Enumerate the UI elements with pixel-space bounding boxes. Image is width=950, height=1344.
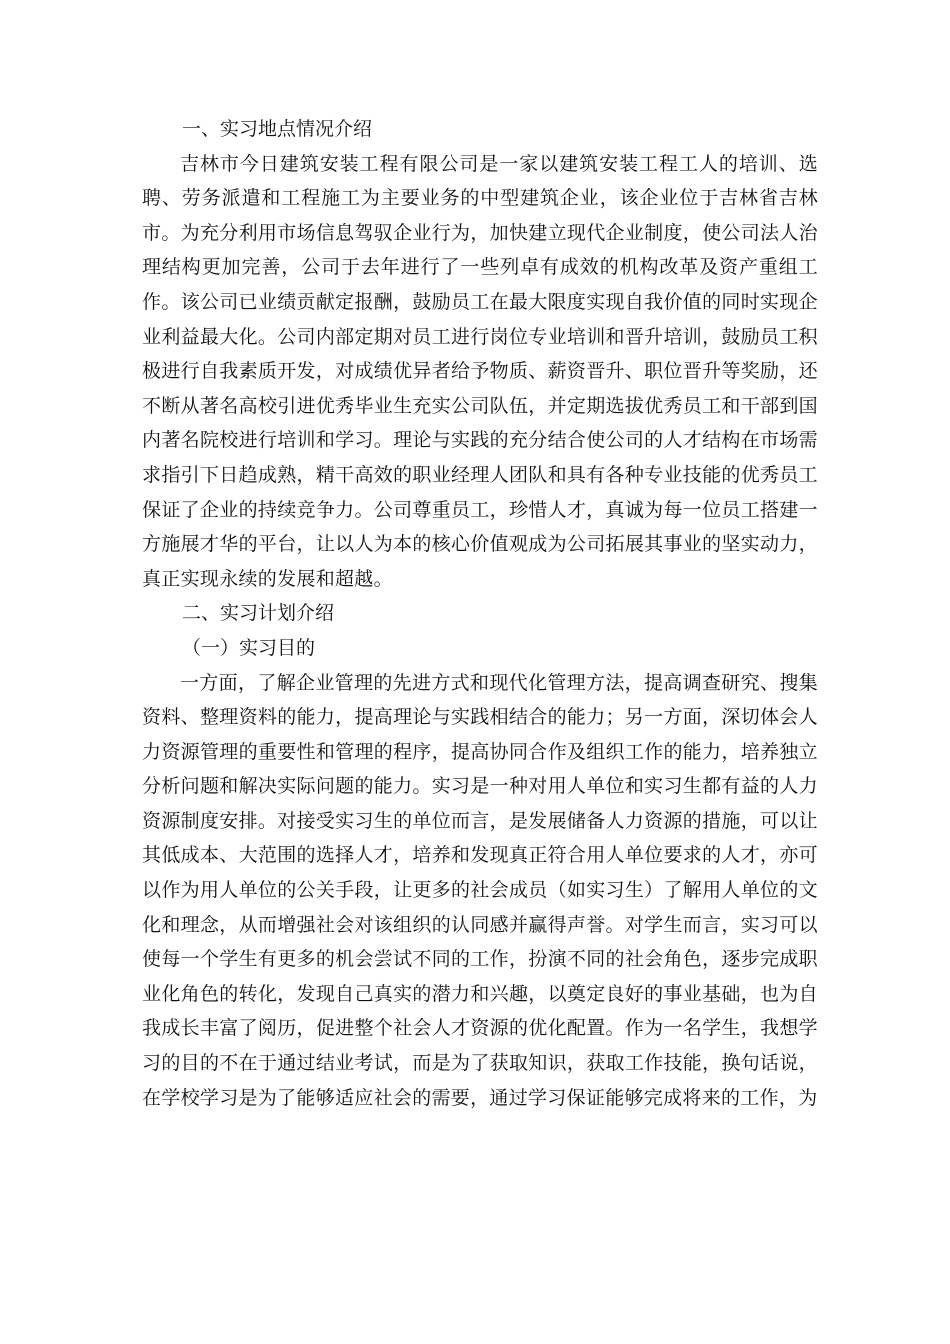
section-heading-location: 一、实习地点情况介绍 bbox=[182, 118, 373, 140]
document-body bbox=[142, 112, 818, 1115]
subheading-purpose: （一）实习目的 bbox=[182, 636, 316, 659]
paragraph-purpose: 一方面，了解企业管理的先进方式和现代化管理方法，提高调查研究、搜集资料、整理资料的能力，提高理论与实践相结合的能力；另一方面，深切体会人力资源管理的重要性和管理的程序，提高协同合作及组织工作的能力，培养独立分析问题和解决实际问题的能力。实习是一种对用人单位和实习生都有益的人力资源制度安排。对接受实习生的单位而言，是发展储备人力资源的措施，可以让其低成本、大范围的选择人才，培养和发现真正符合用人单位要求的人才，亦可以作为用人单位的公关手段，让更多的社会成员（如实习生）了解用人单位的文化和理念，从而增强社会对该组织的认同感并赢得声誉。对学生而言，实习可以使每一个学生有更多的机会尝试不同的工作，扮演不同的社会角色，逐步完成职业化角色的转化，发现自己真实的潜力和兴趣，以奠定良好的事业基础，也为自我成长丰富了阅历，促进整个社会人才资源的优化配置。作为一名学生，我想学习的目的不在于通过结业考试，而是为了获取知识，获取工作技能，换句话说，在学校学习是为了能够适应社会的需要，通过学习保证能够完成将来的工作，为 bbox=[142, 671, 818, 1109]
paragraph-company-intro: 吉林市今日建筑安装工程有限公司是一家以建筑安装工程工人的培训、选聘、劳务派遣和工程施工为主要业务的中型建筑企业，该企业位于吉林省吉林市。为充分利用市场信息驾驭企业行为，加快建立现代企业制度，使公司法人治理结构更加完善，公司于去年进行了一些列卓有成效的机构改革及资产重组工作。该公司已业绩贡献定报酬，鼓励员工在最大限度实现自我价值的同时实现企业利益最大化。公司内部定期对员工进行岗位专业培训和晋升培训，鼓励员工积极进行自我素质开发，对成绩优异者给予物质、薪资晋升、职位晋升等奖励，还不断从著名高校引进优秀毕业生充实公司队伍，并定期选拔优秀员工和干部到国内著名院校进行培训和学习。理论与实践的充分结合使公司的人才结构在市场需求指引下日趋成熟，精干高效的职业经理人团队和具有各种专业技能的优秀员工保证了企业的持续竞争力。公司尊重员工，珍惜人才，真诚为每一位员工搭建一方施展才华的平台，让以人为本的核心价值观成为公司拓展其事业的坚实动力，真正实现永续的发展和超越。 bbox=[142, 152, 818, 590]
section-heading-plan: 二、实习计划介绍 bbox=[182, 602, 335, 625]
